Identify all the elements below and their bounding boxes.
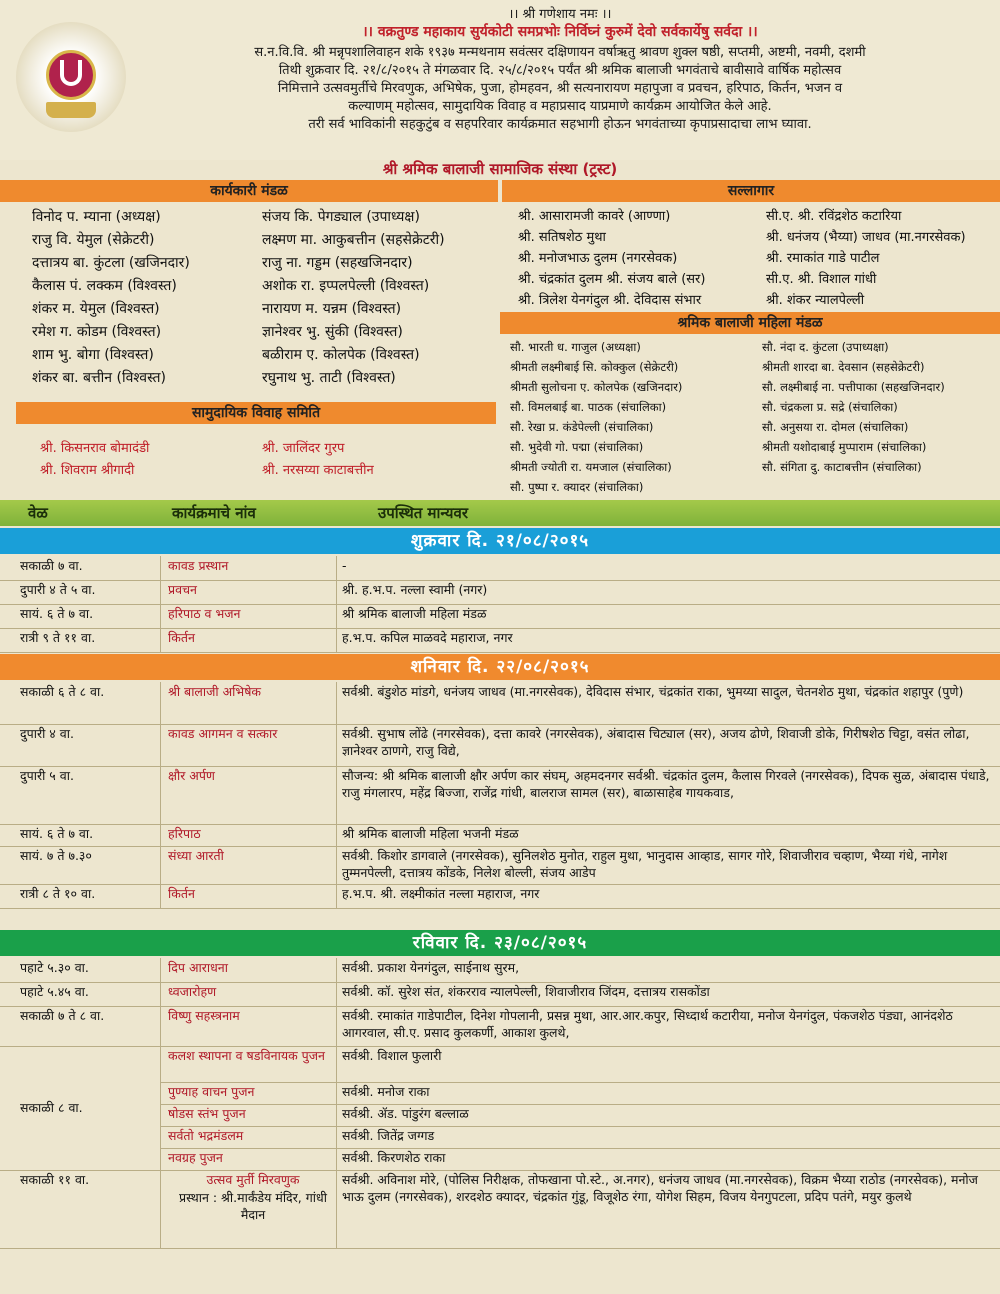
advisor-name: सी.ए. श्री. रविंद्रशेठ कटारिया <box>766 209 902 224</box>
committee-member: बळीराम ए. कोलपेक (विश्वस्त) <box>262 347 420 363</box>
women-member: सौ. अनुसया रा. दोमल (संचालिका) <box>762 420 909 434</box>
committee-member: विनोद प. म्याना (अध्यक्ष) <box>32 209 161 225</box>
event-guests: श्री. ह.भ.प. नल्ला स्वामी (नगर) <box>342 582 488 597</box>
header-line: निमित्ताने उत्सवमुर्तीचे मिरवणुक, अभिषेक, पुजा, होमहवन, श्री सत्यनारायण महापुजा व प्रवचन, हरिपाठ, किर्तन, भजन व <box>277 81 843 96</box>
row-divider <box>0 1248 1000 1249</box>
col-time: वेळ <box>28 504 48 522</box>
advisor-name: श्री. मनोजभाऊ दुलम (नगरसेवक) <box>518 251 678 266</box>
col-divider <box>160 682 161 908</box>
event-guests: ह.भ.प. श्री. लक्ष्मीकांत नल्ला महाराज, नगर <box>342 886 540 901</box>
event-name: कावड प्रस्थान <box>168 558 229 573</box>
event-guests: सर्वश्री. विशाल फुलारी <box>342 1048 442 1063</box>
committee-member: शंकर म. येमुल (विश्वस्त) <box>32 301 160 317</box>
women-member: श्रीमती सुलोचना ए. कोलपेक (खजिनदार) <box>510 380 683 394</box>
day-header: शुक्रवार दि. २१/०८/२०१५ <box>0 528 1000 554</box>
event-time: सकाळी ६ ते ८ वा. <box>20 684 105 699</box>
event-name: क्षौर अर्पण <box>168 768 215 783</box>
advisor-name: श्री. शंकर न्यालपेल्ली <box>766 293 865 308</box>
event-name: दिप आराधना <box>168 960 228 975</box>
marriage-member: श्री. शिवराम श्रीगादी <box>40 463 135 478</box>
advisor-name: श्री. सतिषशेठ मुथा <box>518 230 606 245</box>
event-name: नवग्रह पुजन <box>168 1150 223 1165</box>
event-name: विष्णु सहस्त्रनाम <box>168 1008 240 1023</box>
row-divider <box>0 652 1000 653</box>
event-time: दुपारी ४ वा. <box>20 726 74 741</box>
col-divider <box>336 556 337 652</box>
event-name: कलश स्थापना व षडविनायक पुजन <box>168 1048 325 1063</box>
trust-title: श्री श्रमिक बालाजी सामाजिक संस्था (ट्रस्ट) <box>382 160 618 178</box>
committee-member: कैलास पं. लक्कम (विश्वस्त) <box>32 278 177 294</box>
women-member: श्रीमती यशोदाबाई मुप्पाराम (संचालिका) <box>762 440 927 454</box>
event-guests: सर्वश्री. किशोर डागवाले (नगरसेवक), सुनिलशेठ मुनोत, राहुल मुथा, भानुदास आव्हाड, सागर गोरे, शिवाजीराव चव्हाण, भैय्या गंधे, नागेश तुम्मनपेल्ली, दत्तात्रय कोंडके, निलेश बोल्ली, संजय आडेप <box>342 848 948 880</box>
day-header: शनिवार दि. २२/०८/२०१५ <box>0 654 1000 680</box>
event-guests: सर्वश्री. मनोज राका <box>342 1084 430 1099</box>
committee-member: राजु ना. गड्डम (सहखजिनदार) <box>262 255 413 271</box>
women-member: सौ. भुदेवी गो. पद्मा (संचालिका) <box>510 440 644 454</box>
event-time: सायं. ६ ते ७ वा. <box>20 826 94 841</box>
col-name: कार्यक्रमाचे नांव <box>172 504 256 522</box>
committee-member: नारायण म. यन्नम (विश्वस्त) <box>262 301 402 317</box>
women-member: श्रीमती ज्योती रा. यमजाल (संचालिका) <box>510 460 672 474</box>
event-guests: श्री श्रमिक बालाजी महिला भजनी मंडळ <box>342 826 519 841</box>
col-guests: उपस्थित मान्यवर <box>378 504 468 522</box>
col-divider <box>160 958 161 1248</box>
event-time: सकाळी ७ वा. <box>20 558 83 573</box>
event-time: पहाटे ५.४५ वा. <box>20 984 89 999</box>
advisor-name: श्री. धनंजय (भैय्या) जाधव (मा.नगरसेवक) <box>766 230 966 245</box>
women-member: सौ. पुष्पा र. क्यादर (संचालिका) <box>510 480 644 494</box>
columns-header <box>0 500 1000 526</box>
trust-logo <box>16 22 126 132</box>
header-invocation: ।। श्री गणेशाय नमः ।। <box>508 7 612 22</box>
women-title: श्रमिक बालाजी महिला मंडळ <box>500 312 1000 334</box>
women-member: सौ. भारती ध. गाजुल (अध्यक्षा) <box>510 340 641 354</box>
event-guests: ह.भ.प. कपिल माळवदे महाराज, नगर <box>342 630 513 645</box>
committee-member: रघुनाथ भु. ताटी (विश्वस्त) <box>262 370 396 386</box>
event-guests: सर्वश्री. सुभाष लोंढे (नगरसेवक), दत्ता कावरे (नगरसेवक), अंबादास चिट्याल (सर), अजय ढोणे, शिवाजी डोके, गिरीषशेठ चिट्टा, वसंत लोढा, ज्ञानेश्वर ठाणगे, राजु विद्ये, <box>342 726 970 758</box>
advisor-name: श्री. आसारामजी कावरे (आण्णा) <box>518 209 671 224</box>
advisor-name: श्री. त्रिलेश येनगंदुल श्री. देविदास संभार <box>518 293 702 308</box>
event-guests: सर्वश्री. बंडुशेठ मांडगे, धनंजय जाधव (मा.नगरसेवक), देविदास संभार, चंद्रकांत राका, भुमय्या सादुल, चेतनशेठ मुथा, चंद्रकांत शहापुर (पुणे) <box>342 684 964 699</box>
committee-member: ज्ञानेश्वर भु. सुंकी (विश्वस्त) <box>262 324 403 340</box>
event-guests: सर्वश्री. किरणशेठ राका <box>342 1150 446 1165</box>
event-guests: सर्वश्री. कॉ. सुरेश संत, शंकरराव न्यालपेल्ली, शिवाजीराव जिंदम, दत्तात्रय रासकोंडा <box>342 984 710 999</box>
committee-title: कार्यकारी मंडळ <box>0 180 498 202</box>
event-name: ध्वजारोहण <box>168 984 217 999</box>
event-time: सायं. ७ ते ७.३० <box>20 848 92 863</box>
marriage-title: सामुदायिक विवाह समिति <box>16 402 496 424</box>
col-divider <box>336 682 337 908</box>
event-name: उत्सव मुर्ती मिरवणुक <box>206 1172 300 1187</box>
event-name: हरिपाठ <box>168 826 201 841</box>
header-line: स.न.वि.वि. श्री मन्नृपशालिवाहन शके १९३७ मन्मथनाम सवंत्सर दक्षिणायन वर्षाऋतु श्रावण शुक्ल षष्ठी, सप्तमी, अष्टमी, नवमी, दशमी <box>254 45 866 60</box>
event-name: किर्तन <box>168 886 195 901</box>
committee-member: राजु वि. येमुल (सेक्रेटरी) <box>32 232 155 248</box>
women-member: सौ. नंदा द. कुंटला (उपाध्यक्षा) <box>762 340 889 354</box>
event-time: दुपारी ४ ते ५ वा. <box>20 582 96 597</box>
col-divider <box>160 556 161 652</box>
row-divider <box>0 908 1000 909</box>
event-time: दुपारी ५ वा. <box>20 768 74 783</box>
event-route: प्रस्थान : श्री.मार्कंडेय मंदिर, गांधी मैदान <box>179 1190 327 1222</box>
advisor-name: सी.ए. श्री. विशाल गांधी <box>766 272 877 287</box>
women-member: सौ. लक्ष्मीबाई ना. पत्तीपाका (सहखजिनदार) <box>762 380 945 394</box>
event-guests: सर्वश्री. अविनाश मोरे, (पोलिस निरीक्षक, तोफखाना पो.स्टे., अ.नगर), धनंजय जाधव (मा.नगरसेवक), विक्रम भैय्या राठोड (नगरसेवक), मनोज भाऊ दुलम (नगरसेवक), शरदशेठ क्यादर, चंद्रकांत गुंडू, विजूशेठ रंगा, योगेश सिहम, विजय येनगुपटला, प्रदिप पतंगे, मयुर कुलथे <box>342 1172 978 1204</box>
event-guests: सर्वश्री. रमाकांत गाडेपाटील, दिनेश गोपलानी, प्रसन्न मुथा, आर.आर.कपुर, सिध्दार्थ कटारीया, मनोज येनगंदुल, पंकजशेठ पंड्या, आनंदशेठ आगरवाल, सी.ए. प्रसाद कुलकर्णी, आकाश कुलथे, <box>342 1008 953 1040</box>
event-name: सर्वतो भद्रमंडलम <box>168 1128 244 1143</box>
committee-member: रमेश ग. कोडम (विश्वस्त) <box>32 324 162 340</box>
event-guests: सर्वश्री. प्रकाश येनगंदुल, साईनाथ सुरम, <box>342 960 520 975</box>
header-line: कल्याणम् महोत्सव, सामुदायिक विवाह व महाप्रसाद याप्रमाणे कार्यक्रम आयोजित केले आहे. <box>348 99 772 114</box>
event-time: सकाळी ११ वा. <box>20 1172 90 1187</box>
event-guests: - <box>342 558 347 573</box>
women-member: सौ. संगिता दु. काटाबत्तीन (संचालिका) <box>762 460 922 474</box>
event-name: किर्तन <box>168 630 195 645</box>
committee-member: संजय कि. पेगड्याल (उपाध्यक्ष) <box>262 209 420 225</box>
women-member: श्रीमती शारदा बा. देवसान (सहसेक्रेटरी) <box>762 360 925 374</box>
event-time: रात्री ८ ते १० वा. <box>20 886 96 901</box>
event-name: श्री बालाजी अभिषेक <box>168 684 262 699</box>
advisor-name: श्री. रमाकांत गाडे पाटील <box>766 251 880 266</box>
committee-member: शाम भु. बोगा (विश्वस्त) <box>32 347 154 363</box>
committee-member: दत्तात्रय बा. कुंटला (खजिनदार) <box>32 255 190 271</box>
event-guests: सर्वश्री. ॲड. पांडुरंग बल्लाळ <box>342 1106 469 1121</box>
marriage-member: श्री. नरसय्या काटाबत्तीन <box>262 463 374 478</box>
committee-member: शंकर बा. बत्तीन (विश्वस्त) <box>32 370 166 386</box>
header-line: तरी सर्व भाविकांनी सहकुटुंब व सहपरिवार कार्यक्रमात सहभागी होऊन भगवंताच्या कृपाप्रसादाचा लाभ घ्यावा. <box>308 117 812 132</box>
advisor-name: श्री. चंद्रकांत दुलम श्री. संजय बाले (सर) <box>518 272 706 287</box>
col-divider <box>336 958 337 1248</box>
event-guests: श्री श्रमिक बालाजी महिला मंडळ <box>342 606 487 621</box>
event-name: पुण्याह वाचन पुजन <box>168 1084 255 1099</box>
marriage-member: श्री. किसनराव बोमादंडी <box>40 441 150 456</box>
women-member: सौ. विमलबाई बा. पाठक (संचालिका) <box>510 400 667 414</box>
advisors-title: सल्लागार <box>502 180 1000 202</box>
day-header: रविवार दि. २३/०८/२०१५ <box>0 930 1000 956</box>
header-line: तिथी शुक्रवार दि. २१/८/२०१५ ते मंगळवार दि. २५/८/२०१५ पर्यंत श्री श्रमिक बालाजी भगवंताचे बावीसावे वार्षिक महोत्सव <box>278 63 842 78</box>
event-time: सकाळी ७ ते ८ वा. <box>20 1008 105 1023</box>
women-member: श्रीमती लक्ष्मीबाई सि. कोक्कुल (सेक्रेटरी) <box>510 360 679 374</box>
event-guests: सर्वश्री. जितेंद्र जग्गड <box>342 1128 435 1143</box>
event-time: सकाळी ८ वा. <box>20 1100 83 1115</box>
event-name: प्रवचन <box>168 582 197 597</box>
marriage-member: श्री. जालिंदर गुरप <box>262 441 345 456</box>
event-name: कावड आगमन व सत्कार <box>168 726 278 741</box>
event-name: षोडस स्तंभ पुजन <box>168 1106 246 1121</box>
event-name: संध्या आरती <box>168 848 224 863</box>
women-member: सौ. चंद्रकला प्र. सद्रे (संचालिका) <box>762 400 898 414</box>
event-time: पहाटे ५.३० वा. <box>20 960 89 975</box>
event-time: सायं. ६ ते ७ वा. <box>20 606 94 621</box>
event-name: हरिपाठ व भजन <box>168 606 241 621</box>
women-member: सौ. रेखा प्र. कंडेपेल्ली (संचालिका) <box>510 420 654 434</box>
committee-member: लक्ष्मण मा. आकुबत्तीन (सहसेक्रेटरी) <box>262 232 445 248</box>
header-shloka: ।। वक्रतुण्ड महाकाय सुर्यकोटी समप्रभोः निर्विघ्नं कुरुमें देवो सर्वकार्येषु सर्वदा ।। <box>362 24 758 40</box>
event-time: रात्री ९ ते ११ वा. <box>20 630 96 645</box>
committee-member: अशोक रा. इप्पलपेल्ली (विश्वस्त) <box>262 278 430 294</box>
event-guests: सौजन्य: श्री श्रमिक बालाजी क्षौर अर्पण कार संघम्, अहमदनगर सर्वश्री. चंद्रकांत दुलम, कैलास गिरवले (नगरसेवक), दिपक सुळ, अंबादास पंधाडे, राजु मंगलारप, महेंद्र बिज्जा, राजेंद्र गांधी, बालराज सामल (सर), बाळासाहेब गायकवाड, <box>342 768 990 800</box>
